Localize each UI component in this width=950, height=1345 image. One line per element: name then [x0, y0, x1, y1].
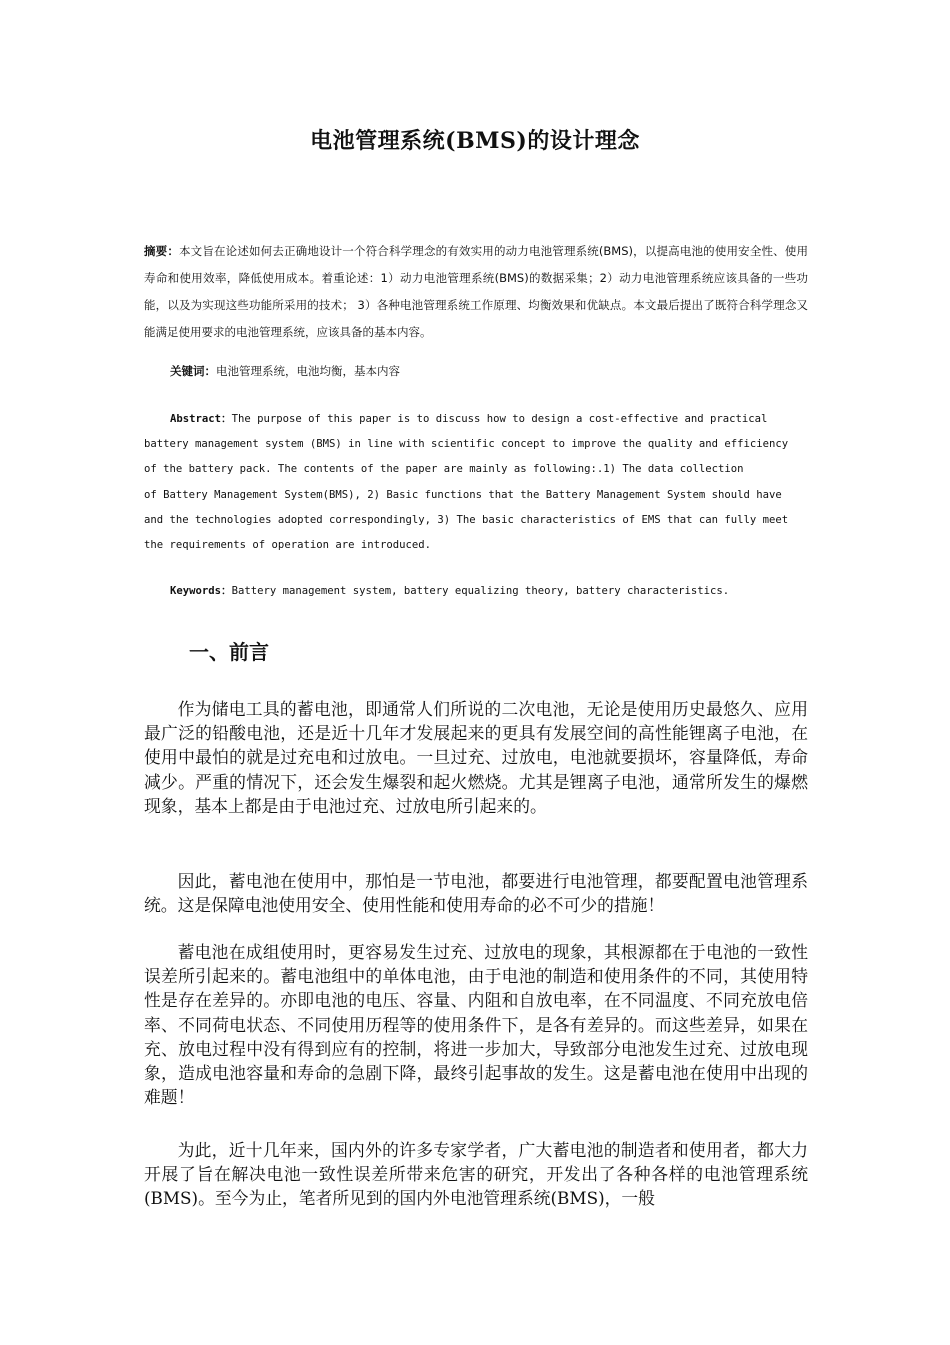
keywords-chinese	[170, 358, 400, 384]
body-paragraph: 因此，蓄电池在使用中，那怕是一节电池，都要进行电池管理，都要配置电池管理系统。这是保障电池使用安全、使用性能和使用寿命的必不可少的措施！	[144, 871, 808, 916]
abstract-cn-text: 本文旨在论述如何去正确地设计一个符合科学理念的有效实用的动力电池管理系统(BMS)，以提高电池的使用安全性、使用寿命和使用效率，降低使用成本。着重论述：1）动力电池管理系统(BMS)的数据采集；2）动力电池管理系统应该具备的一些功能，以及为实现这些功能所采用的技术； 3）各种电池管理系统工作原理、均衡效果和优缺点。本文最后提出了既符合科学理念又能满足使用要求的电池管理系统，应该具备的基本内容。	[144, 244, 808, 339]
abstract-en-line: battery management system (BMS) in line with scientific concept to improve the quality and efficiency	[144, 438, 789, 451]
abstract-en-label: Abstract：	[170, 413, 232, 425]
section-heading-preface: 一、前言	[189, 640, 269, 664]
keywords-english	[170, 579, 729, 604]
abstract-en-line: the requirements of operation are introduced.	[144, 538, 432, 551]
abstract-english	[144, 407, 808, 558]
abstract-en-line-text: The purpose of this paper is to discuss how to design a cost-effective and practical	[231, 413, 768, 425]
abstract-en-line: of Battery Management System(BMS), 2) Basic functions that the Battery Management System should have	[144, 488, 782, 501]
abstract-en-line: and the technologies adopted correspondingly, 3) The basic characteristics of EMS that can fully meet	[144, 513, 789, 526]
keywords-en-text: Battery management system, battery equalizing theory, battery characteristics.	[231, 585, 730, 597]
abstract-chinese	[144, 238, 808, 346]
body-paragraph: 作为储电工具的蓄电池，即通常人们所说的二次电池，无论是使用历史最悠久、应用最广泛的铅酸电池，还是近十几年才发展起来的更具有发展空间的高性能锂离子电池，在使用中最怕的就是过充电和过放电。一旦过充、过放电，电池就要损坏，容量降低，寿命减少。严重的情况下，还会发生爆裂和起火燃烧。尤其是锂离子电池，通常所发生的爆燃现象，基本上都是由于电池过充、过放电所引起来的。	[144, 699, 808, 816]
abstract-en-line	[144, 407, 808, 432]
abstract-en-line: of the battery pack. The contents of the paper are mainly as following:.1) The data collection	[144, 463, 744, 476]
body-paragraph: 为此，近十几年来，国内外的许多专家学者，广大蓄电池的制造者和使用者，都大力开展了旨在解决电池一致性误差所带来危害的研究，开发出了各种各样的电池管理系统(BMS)。至今为止，笔者所见到的国内外电池管理系统(BMS)，一般	[144, 1140, 808, 1209]
body-paragraph: 蓄电池在成组使用时，更容易发生过充、过放电的现象，其根源都在于电池的一致性误差所引起来的。蓄电池组中的单体电池，由于电池的制造和使用条件的不同，其使用特性是存在差异的。亦即电池的电压、容量、内阻和自放电率，在不同温度、不同充放电倍率、不同荷电状态、不同使用历程等的使用条件下，是各有差异的。而这些差异，如果在充、放电过程中没有得到应有的控制，将进一步加大，导致部分电池发生过充、过放电现象，造成电池容量和寿命的急剧下降，最终引起事故的发生。这是蓄电池在使用中出现的难题！	[144, 942, 808, 1108]
abstract-cn-label: 摘要：	[144, 244, 179, 258]
document-title: 电池管理系统(BMS)的设计理念	[310, 128, 640, 154]
keywords-en-label: Keywords：	[170, 585, 232, 597]
keywords-cn-label: 关键词：	[170, 364, 216, 378]
keywords-cn-text: 电池管理系统，电池均衡，基本内容	[216, 364, 400, 378]
